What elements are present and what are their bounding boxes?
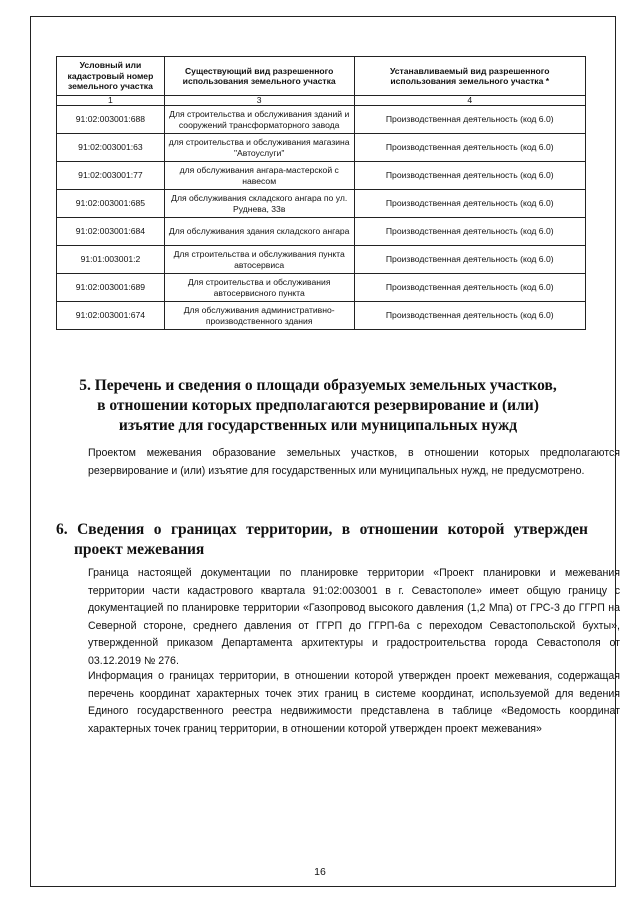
section-6-heading	[56, 520, 588, 560]
section-6-heading-line2: проект межевания	[74, 541, 205, 558]
section-5-paragraph: Проектом межевания образование земельных участков, в отношении которых предполагаются резервирование и (или) изъятие для государственных или муниципальных нужд, не предусмотрено.	[88, 447, 620, 477]
existing-use-cell: Для строительства и обслуживания зданий и сооружений трансформаторного завода	[164, 106, 354, 134]
cadastral-number-cell: 91:01:003001:2	[57, 246, 165, 274]
established-use-cell: Производственная деятельность (код 6.0)	[354, 246, 586, 274]
table-row	[57, 218, 586, 246]
existing-use-cell: Для строительства и обслуживания пункта автосервиса	[164, 246, 354, 274]
existing-use-cell: Для обслуживания складского ангара по ул. Руднева, 33в	[164, 190, 354, 218]
table-row	[57, 106, 586, 134]
land-plots-table	[56, 56, 586, 330]
established-use-cell: Производственная деятельность (код 6.0)	[354, 190, 586, 218]
cadastral-number-cell: 91:02:003001:674	[57, 302, 165, 330]
table-header-row	[57, 57, 586, 96]
table-row	[57, 134, 586, 162]
cadastral-number-cell: 91:02:003001:685	[57, 190, 165, 218]
established-use-cell: Производственная деятельность (код 6.0)	[354, 274, 586, 302]
table-row	[57, 162, 586, 190]
page-number: 16	[314, 866, 326, 878]
cadastral-number-cell: 91:02:003001:684	[57, 218, 165, 246]
cadastral-number-cell: 91:02:003001:689	[57, 274, 165, 302]
table-row	[57, 246, 586, 274]
cadastral-number-cell: 91:02:003001:77	[57, 162, 165, 190]
section-6-heading-line1: 6. Сведения о границах территории, в отношении которой утвержден	[56, 521, 588, 538]
table-row	[57, 274, 586, 302]
section-6-paragraph-1: Граница настоящей документации по планировке территории «Проект планировки и межевания территории части кадастрового квартала 91:02:003001 в г. Севастополе» имеет общую границу с документацией по планировке территории «Газопровод высокого давления (1,2 Мпа) от ГРС-3 до ГГРП на Северной стороне, среднего давления от ГГРП до ГГРП-6а с переходом Севастопольской бухты», утвержденной приказом Департамента архитектуры и градостроительства города Севастополя от 03.12.2019 № 276.	[88, 567, 620, 667]
header-established-use: Устанавливаемый вид разрешенного использования земельного участка *	[354, 57, 586, 96]
existing-use-cell: Для обслуживания здания складского ангара	[164, 218, 354, 246]
established-use-cell: Производственная деятельность (код 6.0)	[354, 218, 586, 246]
column-number: 4	[354, 96, 586, 106]
section-6-paragraph-2: Информация о границах территории, в отношении которой утвержден проект межевания, содержащая перечень координат характерных точек этих границ в системе координат, используемой для ведения Единого государственного реестра недвижимости представлена в таблице «Ведомость координат характерных точек границ территории, в отношении которой утвержден проект межевания»	[88, 670, 620, 735]
table-row	[57, 190, 586, 218]
established-use-cell: Производственная деятельность (код 6.0)	[354, 106, 586, 134]
column-number: 3	[164, 96, 354, 106]
existing-use-cell: Для обслуживания административно-производственного здания	[164, 302, 354, 330]
existing-use-cell: Для строительства и обслуживания автосервисного пункта	[164, 274, 354, 302]
header-existing-use: Существующий вид разрешенного использования земельного участка	[164, 57, 354, 96]
cadastral-number-cell: 91:02:003001:688	[57, 106, 165, 134]
established-use-cell: Производственная деятельность (код 6.0)	[354, 302, 586, 330]
table-row	[57, 302, 586, 330]
established-use-cell: Производственная деятельность (код 6.0)	[354, 162, 586, 190]
existing-use-cell: для обслуживания ангара-мастерской с навесом	[164, 162, 354, 190]
section-5-heading: 5. Перечень и сведения о площади образуемых земельных участков, в отношении которых предполагаются резервирование и (или) изъятие для государственных или муниципальных нужд	[79, 377, 557, 434]
established-use-cell: Производственная деятельность (код 6.0)	[354, 134, 586, 162]
cadastral-number-cell: 91:02:003001:63	[57, 134, 165, 162]
column-number: 1	[57, 96, 165, 106]
column-numbers-row	[57, 96, 586, 106]
header-cadastral-number: Условный или кадастровый номер земельного участка	[57, 57, 165, 96]
existing-use-cell: для строительства и обслуживания магазина "Автоуслуги"	[164, 134, 354, 162]
